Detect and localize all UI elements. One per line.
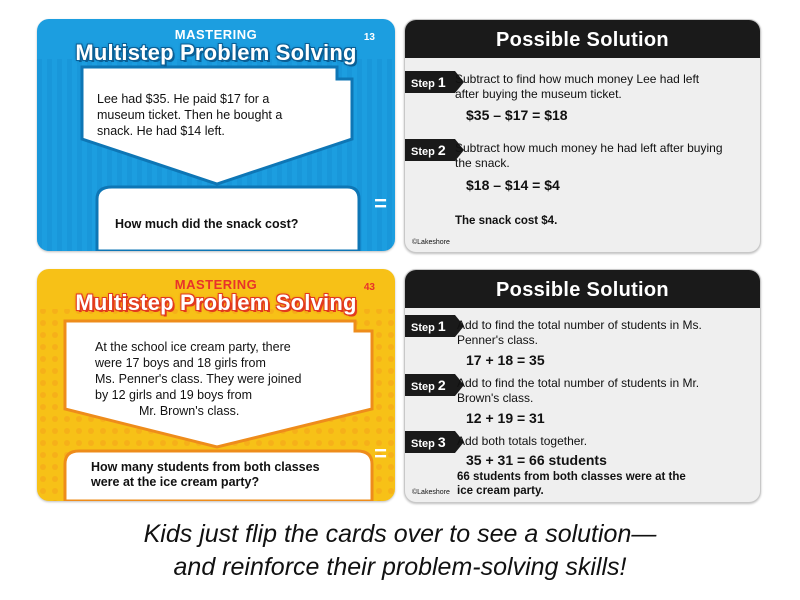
question-line: How many students from both classes bbox=[91, 460, 320, 474]
caption-line: Kids just flip the cards over to see a solution— bbox=[143, 520, 657, 548]
step-1-equation: 17 + 18 = 35 bbox=[466, 352, 545, 368]
solution-answer: The snack cost $4. bbox=[455, 215, 558, 227]
step-3-text: Add both totals together. bbox=[457, 434, 588, 448]
problem-story bbox=[97, 91, 282, 139]
story-line: museum ticket. Then he bought a bbox=[97, 108, 283, 122]
story-line: were 17 boys and 18 girls from bbox=[95, 356, 266, 370]
story-line: Mr. Brown's class. bbox=[139, 404, 240, 418]
card-title: Multistep Problem Solving bbox=[75, 290, 357, 315]
step-3-equation: 35 + 31 = 66 students bbox=[466, 452, 607, 468]
caption bbox=[0, 518, 800, 584]
copyright-text: ©Lakeshore bbox=[412, 489, 450, 496]
story-line: At the school ice cream party, there bbox=[95, 340, 291, 354]
solution-card-43 bbox=[404, 269, 761, 503]
problem-card-43 bbox=[37, 269, 395, 501]
solution-heading: Possible Solution bbox=[405, 20, 760, 58]
step-2-tag: Step 2 bbox=[405, 139, 455, 161]
problem-question: How much did the snack cost? bbox=[115, 217, 299, 231]
problem-card-13 bbox=[37, 19, 395, 251]
step-1-equation: $35 – $17 = $18 bbox=[466, 107, 568, 123]
problem-story bbox=[95, 339, 301, 419]
story-line: snack. He had $14 left. bbox=[97, 124, 225, 138]
card-number: 13 bbox=[363, 32, 375, 43]
step-1-tag: Step 1 bbox=[405, 315, 455, 337]
story-line: Lee had $35. He paid $17 for a bbox=[97, 92, 270, 106]
step-2-equation: $18 – $14 = $4 bbox=[466, 177, 560, 193]
problem-question bbox=[91, 460, 320, 490]
step-1-tag: Step 1 bbox=[405, 71, 455, 93]
step-2-text: Subtract how much money he had left after buying the snack. bbox=[455, 141, 723, 170]
caption-line: and reinforce their problem-solving skills! bbox=[173, 553, 627, 581]
question-line: were at the ice cream party? bbox=[91, 475, 260, 489]
card-kicker: MASTERING bbox=[174, 27, 258, 42]
step-2-equation: 12 + 19 = 31 bbox=[466, 410, 545, 426]
step-2-tag: Step 2 bbox=[405, 374, 455, 396]
step-3-tag: Step 3 bbox=[405, 431, 455, 453]
card-number: 43 bbox=[363, 282, 375, 293]
solution-answer: 66 students from both classes were at the ice cream party. bbox=[457, 471, 686, 497]
solution-card-13 bbox=[404, 19, 761, 253]
step-2-text: Add to find the total number of students in Mr. Brown's class. bbox=[457, 376, 700, 405]
step-1-text: Add to find the total number of students in Ms. Penner's class. bbox=[457, 318, 702, 347]
copyright-text: ©Lakeshore bbox=[412, 239, 450, 246]
story-line: by 12 girls and 19 boys from bbox=[95, 388, 253, 402]
card-kicker: MASTERING bbox=[174, 277, 258, 292]
equals-sign: = bbox=[374, 191, 387, 216]
card-title: Multistep Problem Solving bbox=[75, 40, 357, 65]
solution-heading: Possible Solution bbox=[405, 270, 760, 308]
equals-sign: = bbox=[374, 441, 387, 466]
story-line: Ms. Penner's class. They were joined bbox=[95, 372, 302, 386]
step-1-text: Subtract to find how much money Lee had left after buying the museum ticket. bbox=[455, 72, 700, 101]
